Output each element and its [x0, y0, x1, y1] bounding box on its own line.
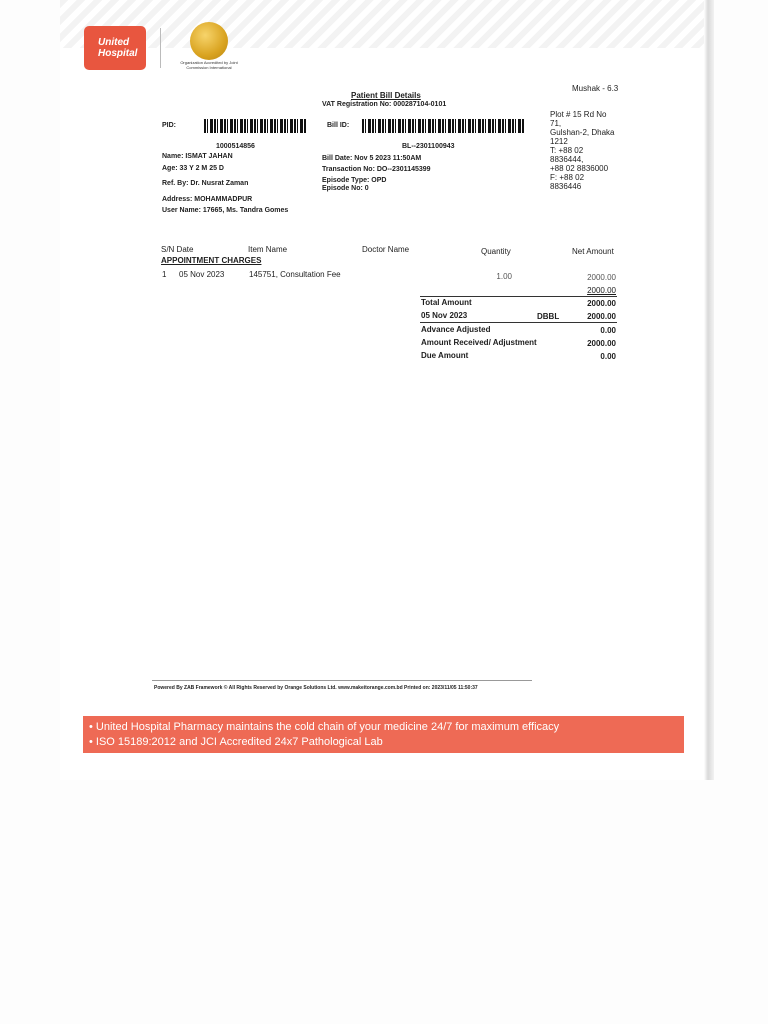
col-header-net-amount: Net Amount — [572, 247, 614, 256]
logo-text-line1: United — [98, 37, 130, 48]
row-sn: 1 — [162, 270, 167, 279]
form-code: Mushak - 6.3 — [572, 84, 619, 93]
address-line: 8836446 — [550, 182, 582, 191]
address-line: F: +88 02 — [550, 173, 585, 182]
col-header-quantity: Quantity — [481, 247, 511, 256]
row-date: 05 Nov 2023 — [179, 270, 225, 279]
jci-seal-icon — [190, 22, 228, 60]
episode-no: Episode No: 0 — [322, 185, 369, 192]
hospital-address — [550, 110, 614, 191]
col-header-doctor-name: Doctor Name — [362, 245, 410, 254]
bill-id-label: Bill ID: — [327, 122, 350, 129]
episode-type: Episode Type: OPD — [322, 177, 387, 184]
vat-registration: VAT Registration No: 000287104-0101 — [322, 101, 447, 108]
amount-received-value: 2000.00 — [587, 339, 616, 348]
subtotal-amount: 2000.00 — [587, 286, 616, 295]
row-amount: 2000.00 — [587, 273, 616, 282]
pid-value: 1000514856 — [216, 143, 255, 150]
row-quantity: 1.00 — [496, 272, 512, 281]
accreditation-caption: Organization Accredited by Joint Commission International — [180, 60, 238, 70]
pid-barcode — [204, 119, 306, 133]
scan-edge — [704, 0, 714, 780]
address-line: +88 02 8836000 — [550, 164, 609, 173]
address-line: 8836444, — [550, 155, 584, 164]
due-amount-value: 0.00 — [600, 352, 616, 361]
footer-line-lab: • ISO 15189:2012 and JCI Accredited 24x7 Pathological Lab — [89, 736, 383, 748]
due-amount-label: Due Amount — [421, 351, 469, 360]
header-pattern — [60, 0, 712, 48]
patient-age: Age: 33 Y 2 M 25 D — [162, 165, 224, 172]
summary-mid-rule — [420, 322, 617, 323]
col-header-item-name: Item Name — [248, 245, 288, 254]
payment-method: DBBL — [537, 312, 560, 321]
total-amount-label: Total Amount — [421, 298, 472, 307]
powered-by-rule — [152, 680, 532, 681]
section-appointment-charges: APPOINTMENT CHARGES — [161, 256, 262, 265]
bill-date: Bill Date: Nov 5 2023 11:50AM — [322, 155, 422, 162]
advance-adjusted-value: 0.00 — [600, 326, 616, 335]
patient-name: Name: ISMAT JAHAN — [162, 153, 233, 160]
payment-date: 05 Nov 2023 — [421, 311, 468, 320]
footer-banner — [83, 716, 684, 753]
address-line: Gulshan-2, Dhaka — [550, 128, 615, 137]
amount-received-label: Amount Received/ Adjustment — [421, 338, 537, 347]
total-amount-value: 2000.00 — [587, 299, 616, 308]
address-line: T: +88 02 — [550, 146, 584, 155]
address-line: Plot # 15 Rd No — [550, 110, 607, 119]
address-line: 71, — [550, 119, 562, 128]
patient-address: Address: MOHAMMADPUR — [162, 196, 253, 203]
advance-adjusted-label: Advance Adjusted — [421, 325, 491, 334]
row-item: 145751, Consultation Fee — [249, 270, 341, 279]
footer-line-pharmacy: • United Hospital Pharmacy maintains the cold chain of your medicine 24/7 for maximum efficacy — [89, 721, 560, 733]
payment-value: 2000.00 — [587, 312, 616, 321]
ref-by: Ref. By: Dr. Nusrat Zaman — [162, 180, 249, 187]
user-name: User Name: 17665, Ms. Tandra Gomes — [162, 207, 289, 214]
powered-by-text: Powered By ZAB Framework © All Rights Reserved by Orange Solutions Ltd. www.makeitorange.com.bd Printed on: 2023/11/05 11:50:37 — [154, 685, 478, 691]
page-title: Patient Bill Details — [351, 91, 421, 100]
transaction-no: Transaction No: DO--2301145399 — [322, 166, 431, 173]
united-hospital-logo — [84, 26, 146, 70]
col-header-sn-date: S/N Date — [161, 245, 194, 254]
summary-top-rule — [420, 296, 617, 297]
logo-divider — [160, 28, 161, 68]
bill-id-value: BL--2301100943 — [402, 143, 455, 150]
bill-barcode — [362, 119, 524, 133]
address-line: 1212 — [550, 137, 568, 146]
logo-text-line2: Hospital — [98, 48, 138, 59]
pid-label: PID: — [162, 122, 176, 129]
